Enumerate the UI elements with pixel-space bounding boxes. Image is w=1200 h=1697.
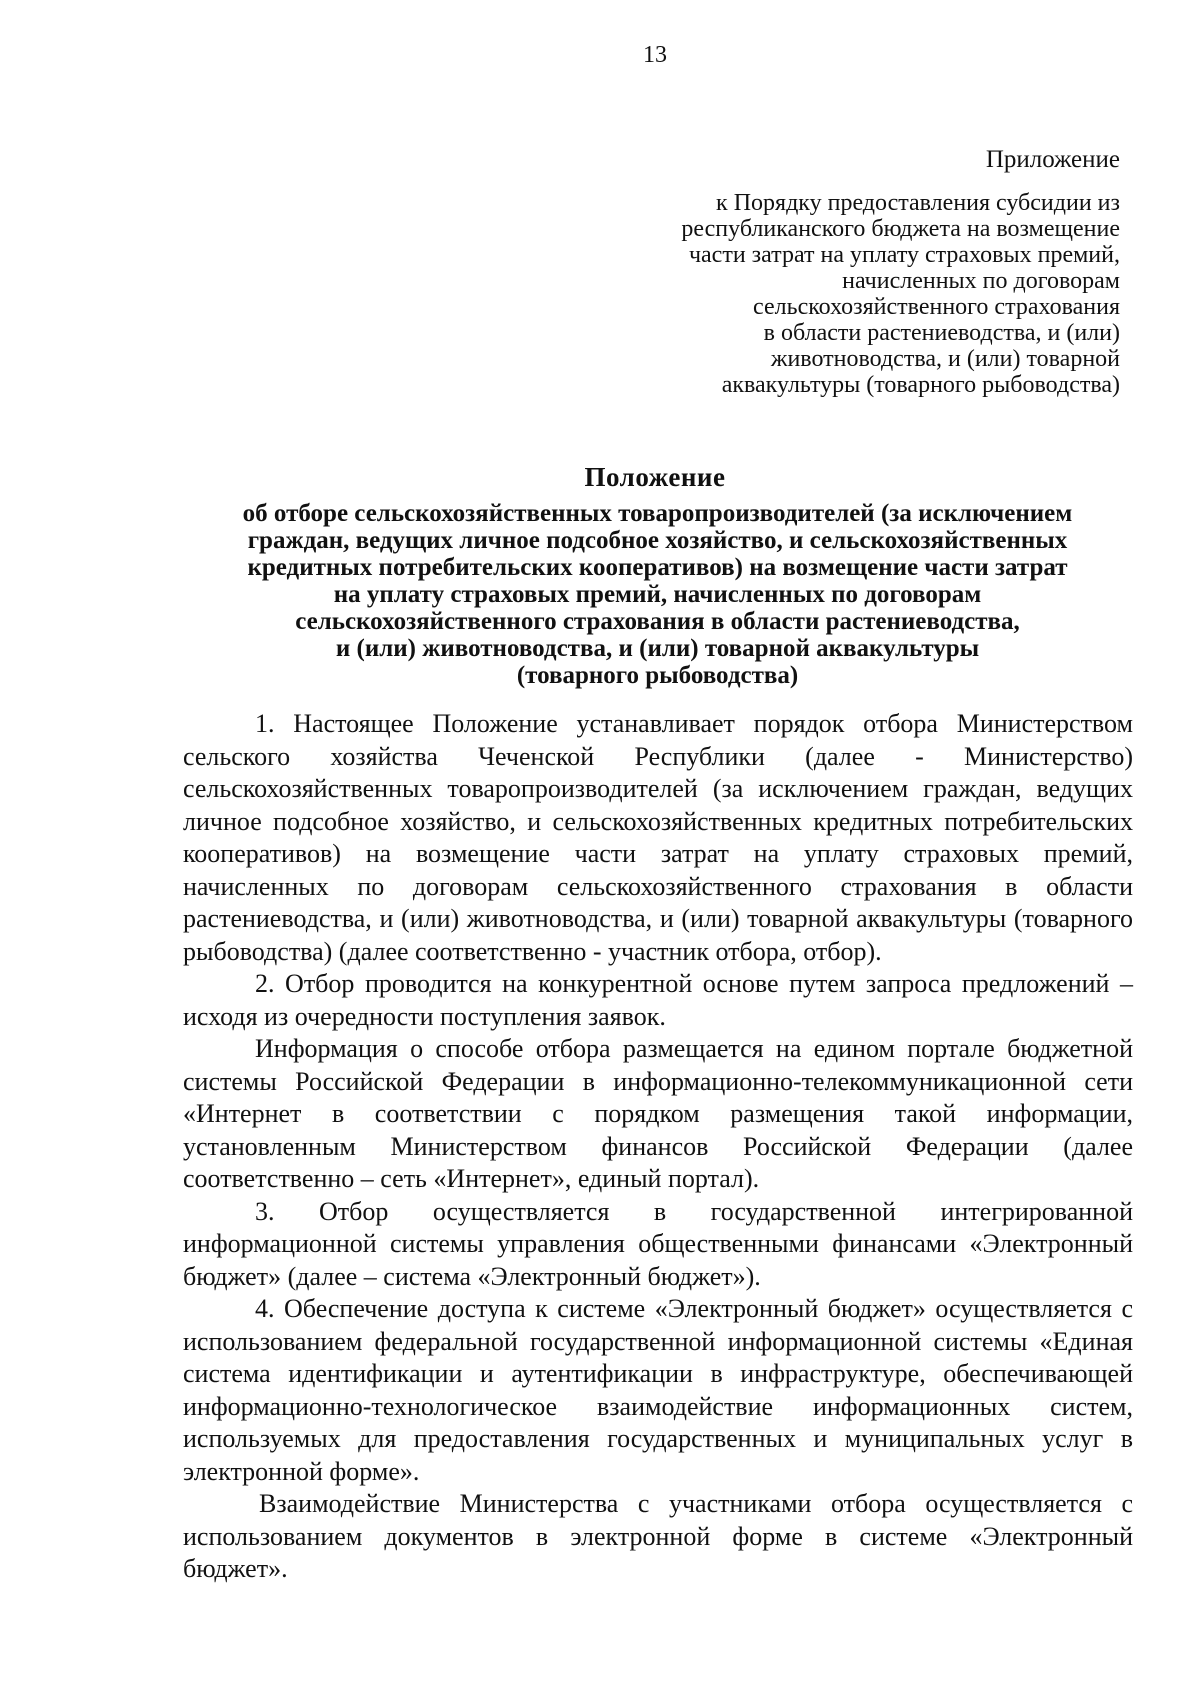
subtitle-line: граждан, ведущих личное подсобное хозяйство, и сельскохозяйственных	[247, 527, 1068, 554]
paragraph-1: 1. Настоящее Положение устанавливает порядок отбора Министерством сельского хозяйства Чеченской Республики (далее - Министерство) сельскохозяйственных товаропроизводителей (за исключением граждан, ведущих личное подсобное хозяйство, и сельскохозяйственных кредитных потребительских кооперативов) на возмещение части затрат на уплату страховых премий, начисленных по договорам сельскохозяйственного страхования в области растениеводства, и (или) животноводства, и (или) товарной аквакультуры (товарного рыбоводства) (далее соответственно - участник отбора, отбор).	[183, 709, 1133, 966]
paragraph-2: 2. Отбор проводится на конкурентной основе путем запроса предложений – исходя из очередности поступления заявок.	[183, 969, 1133, 1031]
appendix-line: начисленных по договорам	[842, 268, 1120, 294]
paragraph-interaction: Взаимодействие Министерства с участниками отбора осуществляется с использованием документов в электронной форме в системе «Электронный бюджет».	[183, 1489, 1133, 1583]
subtitle-line: кредитных потребительских кооперативов) на возмещение части затрат	[247, 554, 1068, 581]
appendix-line: к Порядку предоставления субсидии из	[716, 190, 1120, 216]
subtitle-line: и (или) животноводства, и (или) товарной аквакультуры	[335, 635, 980, 662]
paragraph-3: 3. Отбор осуществляется в государственной интегрированной информационной системы управления общественными финансами «Электронный бюджет» (далее – система «Электронный бюджет»).	[183, 1196, 1133, 1291]
appendix-line: животноводства, и (или) товарной	[770, 346, 1120, 372]
page-number: 13	[643, 42, 667, 68]
document-subtitle	[185, 500, 1130, 689]
subtitle-line: (товарного рыбоводства)	[516, 662, 799, 689]
appendix-line: в области растениеводства, и (или)	[763, 320, 1120, 346]
appendix-reference	[600, 190, 1120, 398]
document-body	[183, 708, 1133, 1586]
subtitle-line: об отборе сельскохозяйственных товаропроизводителей (за исключением	[242, 500, 1073, 527]
subtitle-line: на уплату страховых премий, начисленных по договорам	[333, 581, 982, 608]
appendix-line: республиканского бюджета на возмещение	[681, 216, 1120, 242]
appendix-line: аквакультуры (товарного рыбоводства)	[721, 372, 1120, 398]
appendix-line: части затрат на уплату страховых премий,	[688, 242, 1120, 268]
subtitle-line: сельскохозяйственного страхования в области растениеводства,	[295, 608, 1020, 635]
paragraph-info-portal: Информация о способе отбора размещается на едином портале бюджетной системы Российской Федерации в информационно-телекоммуникационной сети «Интернет в соответствии с порядком размещения такой информации, установленным Министерством финансов Российской Федерации (далее соответственно – сеть «Интернет», единый портал).	[183, 1034, 1133, 1193]
appendix-line: сельскохозяйственного страхования	[753, 294, 1120, 320]
document-title: Положение	[584, 462, 726, 492]
paragraph-4: 4. Обеспечение доступа к системе «Электронный бюджет» осуществляется с использованием федеральной государственной информационной системы «Единая система идентификации и аутентификации в инфраструктуре, обеспечивающей информационно-технологическое взаимодействие информационных систем, используемых для предоставления государственных и муниципальных услуг в электронной форме».	[183, 1294, 1133, 1486]
appendix-title: Приложение	[985, 146, 1120, 173]
